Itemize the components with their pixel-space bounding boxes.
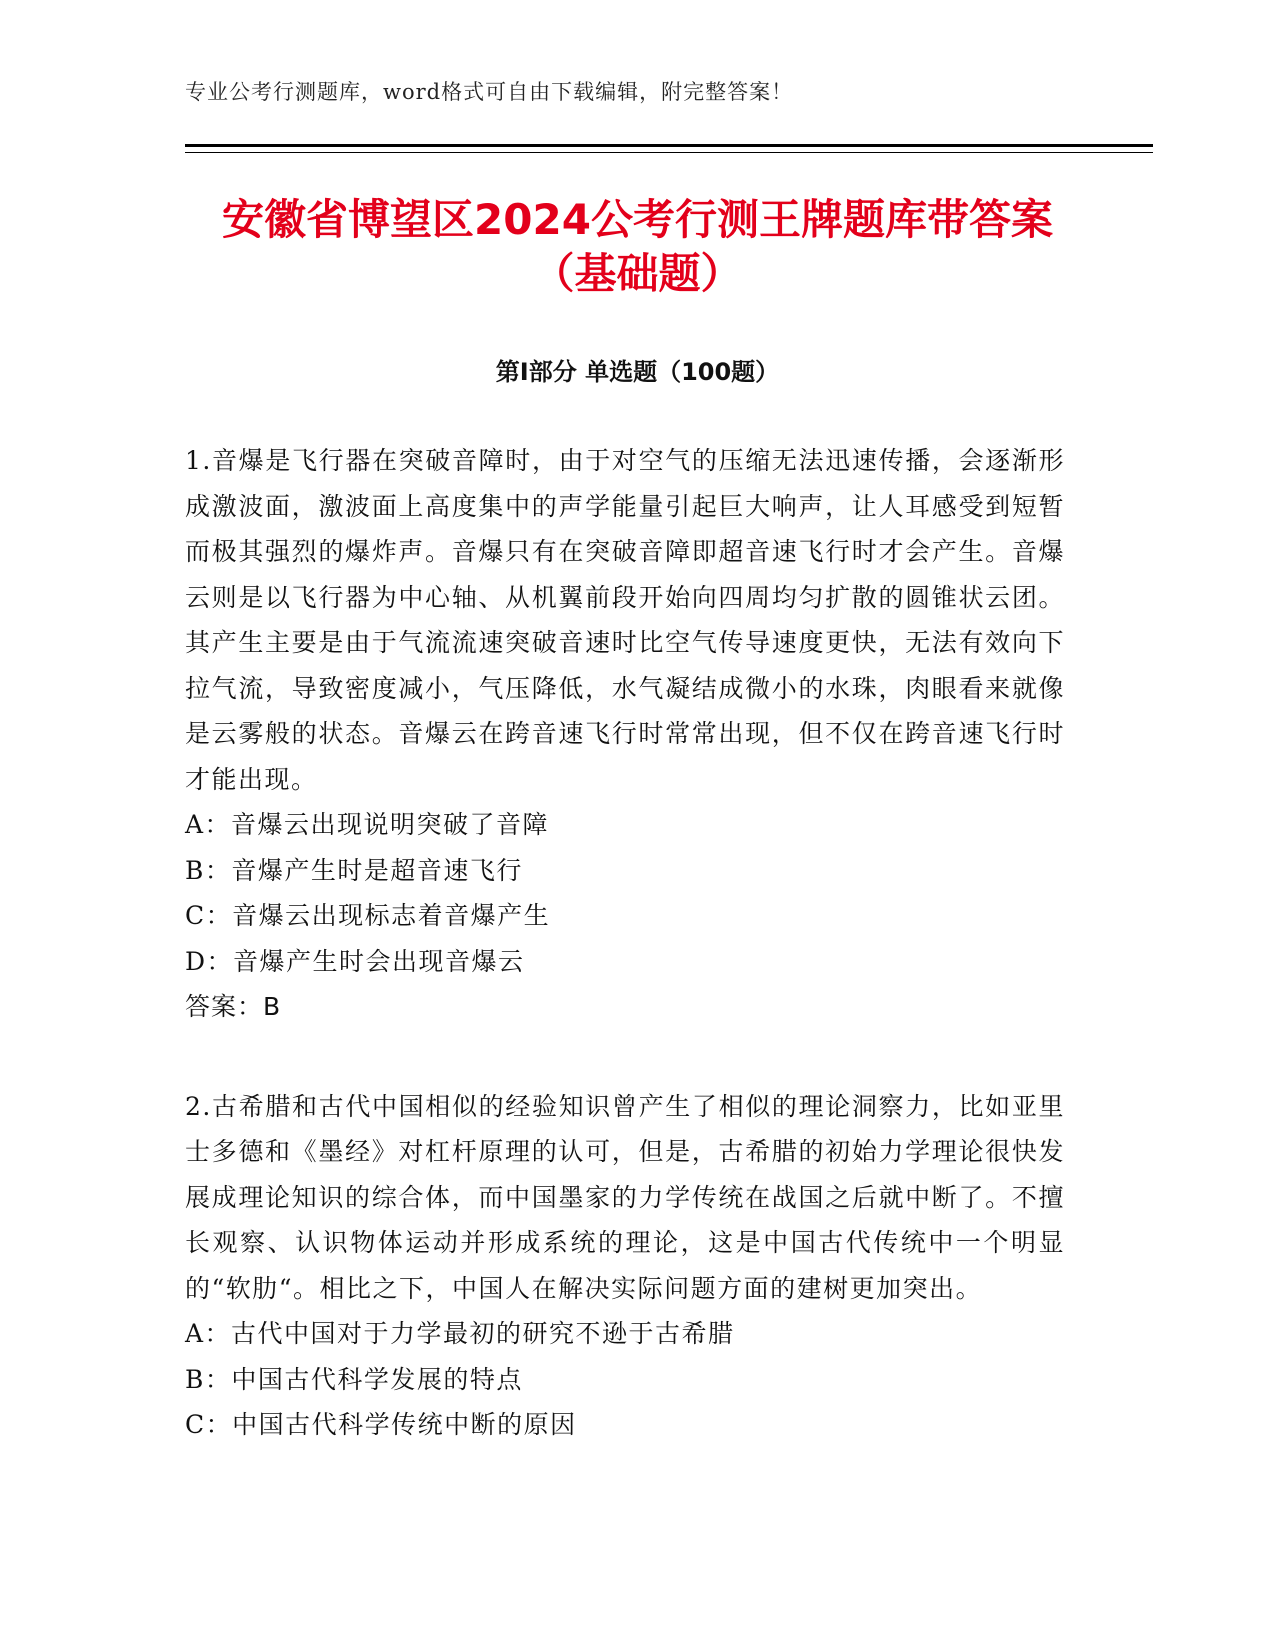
header-rule-thin — [185, 152, 1153, 153]
option-c: C：中国古代科学传统中断的原因 — [185, 1410, 577, 1439]
option-c: C：音爆云出现标志着音爆产生 — [185, 901, 551, 930]
document-title — [150, 193, 1125, 301]
option-a: A：古代中国对于力学最初的研究不逊于古希腊 — [185, 1319, 735, 1348]
title-line-1: 安徽省博望区2024公考行测王牌题库带答案 — [222, 195, 1053, 244]
header-note: 专业公考行测题库，word格式可自由下载编辑，附完整答案！ — [185, 80, 794, 104]
option-a: A：音爆云出现说明突破了音障 — [185, 810, 550, 839]
question-text: 2.古希腊和古代中国相似的经验知识曾产生了相似的理论洞察力，比如亚里士多德和《墨经》对杠杆原理的认可，但是，古希腊的初始力学理论很快发展成理论知识的综合体，而中国墨家的力学传统在战国之后就中断了。不擅长观察、认识物体运动并形成系统的理论，这是中国古代传统中一个明显的“软肋“。相比之下，中国人在解决实际问题方面的建树更加突出。 — [185, 1091, 1065, 1303]
question-list — [185, 438, 1065, 1502]
section-heading: 第Ⅰ部分 单选题（100题） — [495, 358, 780, 386]
answer: 答案：B — [185, 992, 282, 1021]
option-b: B：音爆产生时是超音速飞行 — [185, 855, 523, 885]
question-2 — [185, 1084, 1065, 1448]
question-text: 1.音爆是飞行器在突破音障时，由于对空气的压缩无法迅速传播，会逐渐形成激波面，激波面上高度集中的声学能量引起巨大响声，让人耳感受到短暂而极其强烈的爆炸声。音爆只有在突破音障即超音速飞行时才会产生。音爆云则是以飞行器为中心轴、从机翼前段开始向四周均匀扩散的圆锥状云团。其产生主要是由于气流流速突破音速时比空气传导速度更快，无法有效向下拉气流，导致密度减小，气压降低，水气凝结成微小的水珠，肉眼看来就像是云雾般的状态。音爆云在跨音速飞行时常常出现，但不仅在跨音速飞行时才能出现。 — [185, 446, 1065, 794]
title-line-2: （基础题） — [532, 249, 743, 298]
option-d: D：音爆产生时会出现音爆云 — [185, 946, 525, 976]
header-rule-thick — [185, 144, 1153, 147]
question-1 — [185, 438, 1065, 1030]
option-b: B：中国古代科学发展的特点 — [185, 1364, 523, 1394]
